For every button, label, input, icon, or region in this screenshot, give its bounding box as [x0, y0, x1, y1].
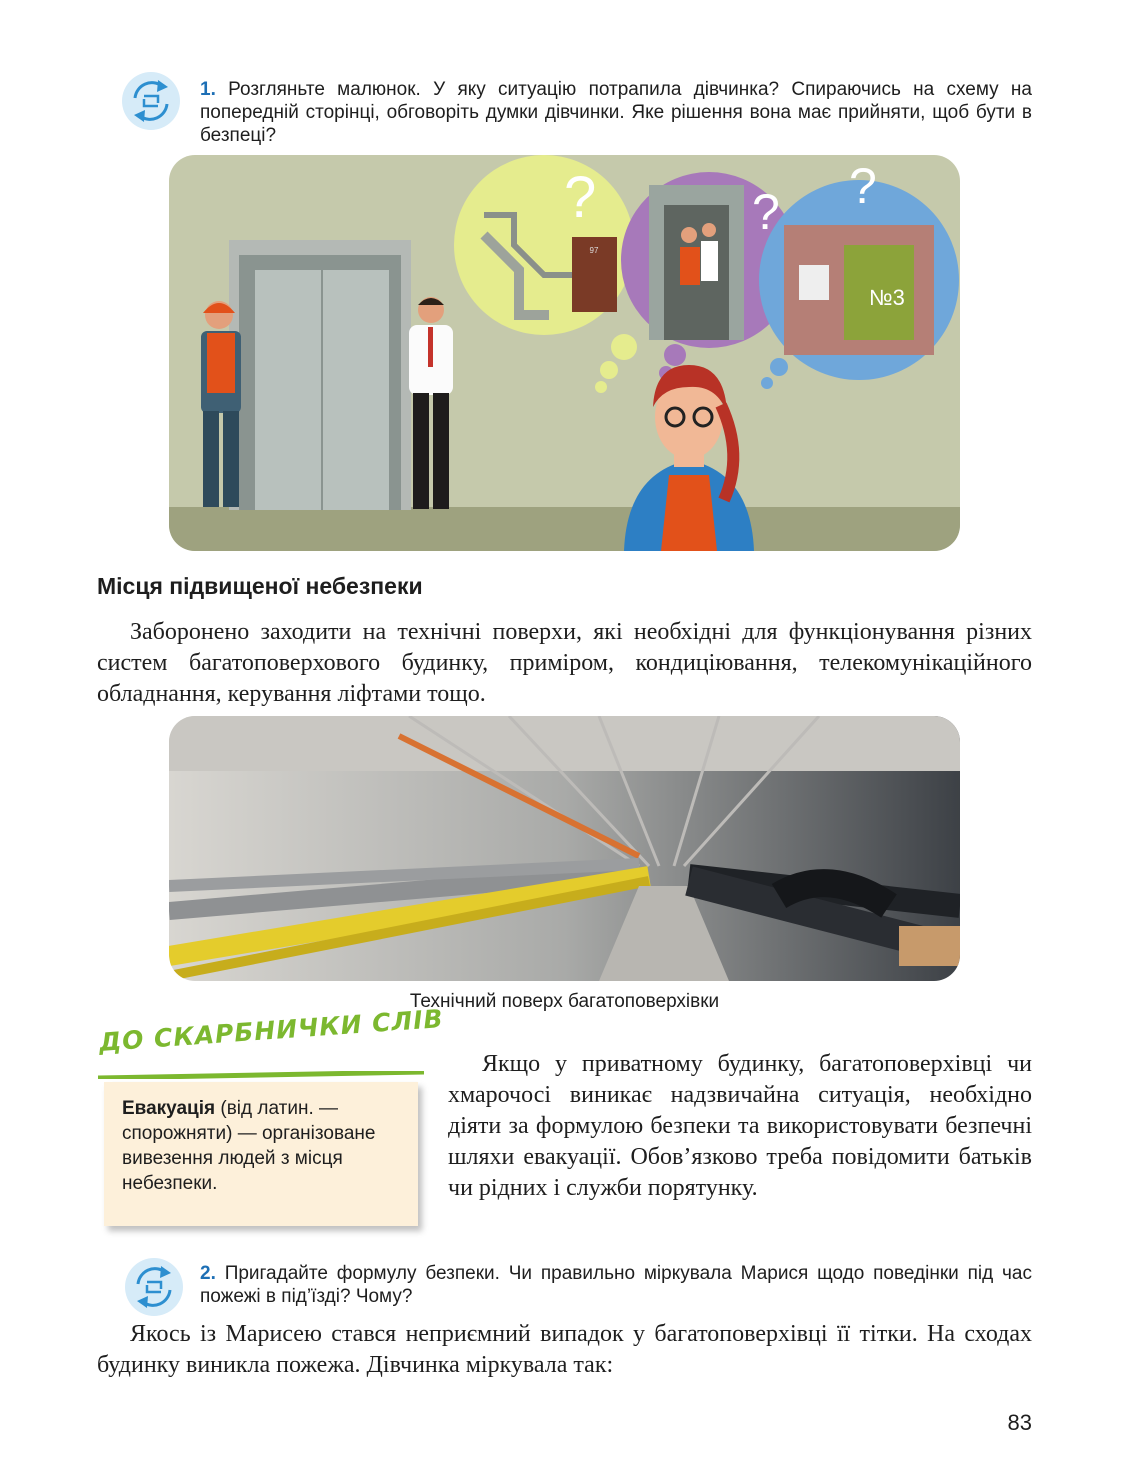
photo-caption: Технічний поверх багатоповерхівки	[409, 991, 720, 1012]
task-2-text: Пригадайте формулу безпеки. Чи правильно міркувала Марися щодо поведінки під час пожежі в під’їзді? Чому?	[200, 1263, 1032, 1307]
elevator-illustration	[169, 155, 960, 551]
vocab-underline	[98, 1066, 424, 1074]
task-2	[200, 1262, 1032, 1308]
vocab-definition: (від латин. — спорожняти) — організоване вивезення людей з місця небезпеки.	[122, 1098, 376, 1194]
question-mark-1: ?	[564, 165, 597, 230]
technical-floor-photo	[169, 716, 960, 981]
door-number: 97	[589, 246, 599, 255]
page-number: 83	[1007, 1410, 1032, 1435]
question-mark-3: ?	[849, 158, 877, 214]
story-paragraph: Якось із Марисею стався неприємний випадок у багатоповерхівці її тітки. На сходах будинку виникла пожежа. Дівчинка міркувала так:	[97, 1321, 1032, 1378]
discussion-cycle-icon	[123, 1256, 185, 1318]
task-1	[200, 78, 1032, 147]
task-1-text: Розгляньте малюнок. У яку ситуацію потрапила дівчинка? Спираючись на схему на попередній сторінці, обговоріть думки дівчинки. Яке рішення вона має прийняти, щоб бути в безпеці?	[200, 79, 1032, 146]
section-heading: Місця підвищеної небезпеки	[97, 573, 423, 599]
vocab-term: Евакуація	[122, 1098, 216, 1119]
task-1-number: 1.	[200, 79, 216, 100]
task-2-number: 2.	[200, 1263, 216, 1284]
building-sign: №3	[869, 285, 905, 310]
question-mark-2: ?	[752, 184, 780, 240]
vocab-box	[104, 1082, 418, 1226]
section-paragraph: Заборонено заходити на технічні поверхи, які необхідні для функціонування різних систем багатоповерхового будинку, приміром, кондиціювання, телекомунікаційного обладнання, керування ліфтами тощо.	[97, 619, 1032, 707]
vocab-title: ДО СКАРБНИЧКИ СЛІВ	[97, 1003, 445, 1057]
discussion-cycle-icon	[120, 70, 182, 132]
evacuation-paragraph: Якщо у приватному будинку, багатоповерхівці чи хмарочосі виникає надзвичайна ситуація, необхідно діяти за формулою безпеки та використовувати безпечні шляхи евакуації. Обов’язково треба повідомити батьків чи рідних і служби порятунку.	[448, 1051, 1032, 1201]
